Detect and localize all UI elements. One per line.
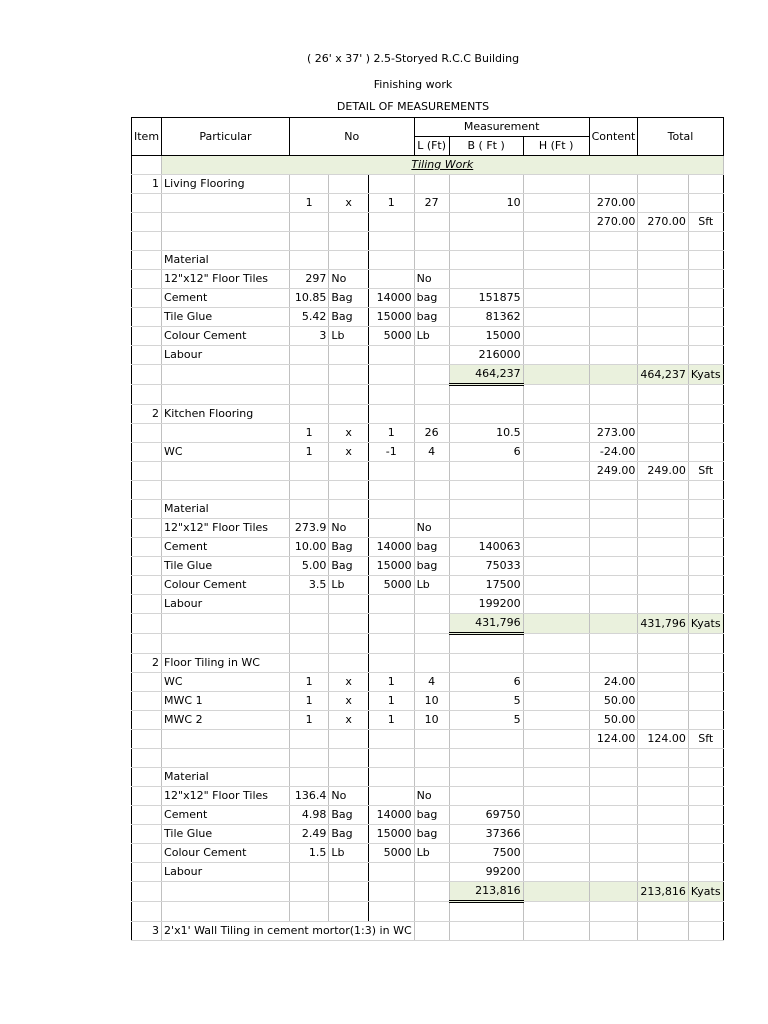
- col-particular-header: Particular: [162, 118, 290, 156]
- material-rate: [368, 787, 414, 806]
- row-particular: MWC 2: [162, 711, 290, 730]
- content-sum: 124.00: [589, 730, 638, 749]
- times-sign: x: [329, 194, 368, 213]
- rate-unit: [414, 595, 449, 614]
- total-value: 270.00: [638, 213, 689, 232]
- table-row: [132, 194, 724, 213]
- length-value: 27: [414, 194, 449, 213]
- material-rate: 15000: [368, 308, 414, 327]
- no-count: 1: [289, 424, 328, 443]
- material-name: Labour: [162, 595, 290, 614]
- material-qty: 3.5: [289, 576, 328, 595]
- content-value: -24.00: [589, 443, 638, 462]
- material-name: 12"x12" Floor Tiles: [162, 270, 290, 289]
- row-particular: WC: [162, 673, 290, 692]
- item-number: 3: [132, 922, 162, 941]
- table-row: [132, 673, 724, 692]
- material-amount: [449, 519, 523, 538]
- table-row: [132, 346, 724, 365]
- material-unit: Bag: [329, 289, 368, 308]
- breadth-value: 10: [449, 194, 523, 213]
- table-row: [132, 519, 724, 538]
- table-row: [132, 654, 724, 673]
- rate-unit: [414, 346, 449, 365]
- material-unit: [329, 595, 368, 614]
- content-value: 270.00: [589, 194, 638, 213]
- material-amount: 37366: [449, 825, 523, 844]
- table-row: [132, 922, 724, 941]
- material-rate: 14000: [368, 538, 414, 557]
- no-count: 1: [289, 194, 328, 213]
- material-unit: Bag: [329, 308, 368, 327]
- col-b-header: B ( Ft ): [449, 137, 523, 156]
- table-row: [132, 902, 724, 922]
- material-rate: [368, 519, 414, 538]
- rate-unit: bag: [414, 289, 449, 308]
- rate-unit: bag: [414, 806, 449, 825]
- content-value: 50.00: [589, 692, 638, 711]
- table-row: [132, 289, 724, 308]
- table-row: [132, 270, 724, 289]
- total-unit: Sft: [688, 730, 723, 749]
- col-total-header: Total: [638, 118, 723, 156]
- table-row: [132, 424, 724, 443]
- material-amount: 75033: [449, 557, 523, 576]
- material-qty: 273.9: [289, 519, 328, 538]
- total-kyats: 213,816: [638, 882, 689, 902]
- table-row: [132, 308, 724, 327]
- rate-unit: No: [414, 270, 449, 289]
- header-row-1: [132, 118, 724, 137]
- material-qty: 4.98: [289, 806, 328, 825]
- table-row: [132, 365, 724, 385]
- material-amount: 17500: [449, 576, 523, 595]
- material-unit: [329, 346, 368, 365]
- material-unit: Lb: [329, 327, 368, 346]
- rate-unit: bag: [414, 308, 449, 327]
- material-unit: Lb: [329, 576, 368, 595]
- material-rate: 5000: [368, 576, 414, 595]
- row-label: Material: [162, 500, 290, 519]
- table-row: [132, 614, 724, 634]
- breadth-value: 10.5: [449, 424, 523, 443]
- item-number: 1: [132, 175, 162, 194]
- total-value: 249.00: [638, 462, 689, 481]
- table-row: [132, 462, 724, 481]
- material-unit: No: [329, 519, 368, 538]
- material-name: Colour Cement: [162, 327, 290, 346]
- material-unit: Bag: [329, 825, 368, 844]
- material-name: 12"x12" Floor Tiles: [162, 519, 290, 538]
- rate-unit: Lb: [414, 576, 449, 595]
- material-qty: [289, 863, 328, 882]
- material-rate: 15000: [368, 825, 414, 844]
- length-value: 4: [414, 443, 449, 462]
- material-qty: 10.00: [289, 538, 328, 557]
- item-particular: Kitchen Flooring: [162, 405, 290, 424]
- length-value: 10: [414, 692, 449, 711]
- total-unit: Kyats: [688, 365, 723, 385]
- material-name: Labour: [162, 863, 290, 882]
- table-row: [132, 500, 724, 519]
- times-sign: x: [329, 424, 368, 443]
- material-amount: 216000: [449, 346, 523, 365]
- content-value: 50.00: [589, 711, 638, 730]
- material-qty: 5.42: [289, 308, 328, 327]
- times-sign: x: [329, 673, 368, 692]
- total-unit: Sft: [688, 462, 723, 481]
- breadth-value: 5: [449, 692, 523, 711]
- amount-subtotal: 431,796: [449, 614, 523, 634]
- material-unit: No: [329, 270, 368, 289]
- no-multiplier: 1: [368, 711, 414, 730]
- material-amount: [449, 787, 523, 806]
- amount-subtotal: 464,237: [449, 365, 523, 385]
- content-sum: 270.00: [589, 213, 638, 232]
- material-qty: 2.49: [289, 825, 328, 844]
- content-value: 24.00: [589, 673, 638, 692]
- table-row: [132, 863, 724, 882]
- material-qty: 3: [289, 327, 328, 346]
- item-particular: 2'x1' Wall Tiling in cement mortor(1:3) in WC: [162, 922, 415, 941]
- rate-unit: No: [414, 787, 449, 806]
- material-amount: 140063: [449, 538, 523, 557]
- material-amount: 199200: [449, 595, 523, 614]
- material-unit: Bag: [329, 538, 368, 557]
- breadth-value: 6: [449, 443, 523, 462]
- length-value: 4: [414, 673, 449, 692]
- row-particular: [162, 194, 290, 213]
- total-unit: Kyats: [688, 614, 723, 634]
- material-rate: 14000: [368, 289, 414, 308]
- material-name: Tile Glue: [162, 825, 290, 844]
- material-amount: 99200: [449, 863, 523, 882]
- col-l-header: L (Ft): [414, 137, 449, 156]
- document-title: ( 26' x 37' ) 2.5-Storyed R.C.C Building: [306, 52, 520, 65]
- material-amount: [449, 270, 523, 289]
- item-particular: Floor Tiling in WC: [162, 654, 290, 673]
- table-row: [132, 405, 724, 424]
- material-name: Tile Glue: [162, 557, 290, 576]
- table-row: [132, 806, 724, 825]
- material-qty: 136.4: [289, 787, 328, 806]
- no-multiplier: 1: [368, 673, 414, 692]
- material-qty: 297: [289, 270, 328, 289]
- table-row: [132, 481, 724, 500]
- total-kyats: 431,796: [638, 614, 689, 634]
- rate-unit: No: [414, 519, 449, 538]
- section-title: Tiling Work: [162, 156, 724, 175]
- material-amount: 69750: [449, 806, 523, 825]
- row-label: Material: [162, 768, 290, 787]
- no-multiplier: -1: [368, 443, 414, 462]
- table-row: [132, 692, 724, 711]
- col-measurement-header: Measurement: [414, 118, 589, 137]
- table-row: [132, 787, 724, 806]
- content-sum: 249.00: [589, 462, 638, 481]
- table-row: [132, 327, 724, 346]
- row-label: Material: [162, 251, 290, 270]
- table-row: [132, 251, 724, 270]
- no-count: 1: [289, 711, 328, 730]
- table-row: [132, 557, 724, 576]
- col-no-header: No: [289, 118, 414, 156]
- material-rate: [368, 270, 414, 289]
- total-value: 124.00: [638, 730, 689, 749]
- rate-unit: bag: [414, 557, 449, 576]
- row-particular: [162, 424, 290, 443]
- material-name: Tile Glue: [162, 308, 290, 327]
- no-count: 1: [289, 443, 328, 462]
- material-amount: 81362: [449, 308, 523, 327]
- material-qty: [289, 595, 328, 614]
- table-row: [132, 232, 724, 251]
- material-name: Cement: [162, 806, 290, 825]
- section-heading: DETAIL OF MEASUREMENTS: [336, 100, 490, 113]
- table-row: [132, 825, 724, 844]
- col-h-header: H (Ft ): [523, 137, 589, 156]
- table-row: [132, 844, 724, 863]
- rate-unit: bag: [414, 825, 449, 844]
- material-unit: Bag: [329, 806, 368, 825]
- table-row: [132, 730, 724, 749]
- material-qty: [289, 346, 328, 365]
- material-rate: 5000: [368, 844, 414, 863]
- no-count: 1: [289, 692, 328, 711]
- length-value: 26: [414, 424, 449, 443]
- material-rate: 15000: [368, 557, 414, 576]
- material-rate: [368, 346, 414, 365]
- material-name: 12"x12" Floor Tiles: [162, 787, 290, 806]
- amount-subtotal: 213,816: [449, 882, 523, 902]
- table-row: [132, 213, 724, 232]
- item-particular: Living Flooring: [162, 175, 290, 194]
- table-row: [132, 882, 724, 902]
- material-unit: Bag: [329, 557, 368, 576]
- material-name: Colour Cement: [162, 576, 290, 595]
- table-row: [132, 768, 724, 787]
- times-sign: x: [329, 711, 368, 730]
- table-row: [132, 175, 724, 194]
- times-sign: x: [329, 692, 368, 711]
- length-value: 10: [414, 711, 449, 730]
- content-value: 273.00: [589, 424, 638, 443]
- material-rate: 14000: [368, 806, 414, 825]
- material-rate: [368, 595, 414, 614]
- measurement-table: [131, 117, 724, 941]
- material-name: Colour Cement: [162, 844, 290, 863]
- no-count: 1: [289, 673, 328, 692]
- material-amount: 151875: [449, 289, 523, 308]
- material-qty: 5.00: [289, 557, 328, 576]
- table-row: [132, 576, 724, 595]
- no-multiplier: 1: [368, 424, 414, 443]
- col-item-header: Item: [132, 118, 162, 156]
- no-multiplier: 1: [368, 692, 414, 711]
- material-qty: 10.85: [289, 289, 328, 308]
- rate-unit: Lb: [414, 327, 449, 346]
- material-name: Cement: [162, 289, 290, 308]
- material-name: Cement: [162, 538, 290, 557]
- material-amount: 15000: [449, 327, 523, 346]
- document-subtitle: Finishing work: [373, 78, 453, 91]
- table-row: [132, 749, 724, 768]
- material-rate: 5000: [368, 327, 414, 346]
- no-multiplier: 1: [368, 194, 414, 213]
- row-particular: WC: [162, 443, 290, 462]
- table-row: [132, 538, 724, 557]
- rate-unit: bag: [414, 538, 449, 557]
- section-row: [132, 156, 724, 175]
- material-unit: Lb: [329, 844, 368, 863]
- rate-unit: [414, 863, 449, 882]
- total-unit: Kyats: [688, 882, 723, 902]
- breadth-value: 5: [449, 711, 523, 730]
- material-qty: 1.5: [289, 844, 328, 863]
- row-particular: MWC 1: [162, 692, 290, 711]
- table-row: [132, 711, 724, 730]
- rate-unit: Lb: [414, 844, 449, 863]
- col-content-header: Content: [589, 118, 638, 156]
- table-row: [132, 634, 724, 654]
- table-row: [132, 443, 724, 462]
- material-rate: [368, 863, 414, 882]
- total-kyats: 464,237: [638, 365, 689, 385]
- table-row: [132, 385, 724, 405]
- material-name: Labour: [162, 346, 290, 365]
- item-number: 2: [132, 405, 162, 424]
- material-unit: [329, 863, 368, 882]
- table-row: [132, 595, 724, 614]
- times-sign: x: [329, 443, 368, 462]
- material-unit: No: [329, 787, 368, 806]
- total-unit: Sft: [688, 213, 723, 232]
- breadth-value: 6: [449, 673, 523, 692]
- material-amount: 7500: [449, 844, 523, 863]
- item-number: 2: [132, 654, 162, 673]
